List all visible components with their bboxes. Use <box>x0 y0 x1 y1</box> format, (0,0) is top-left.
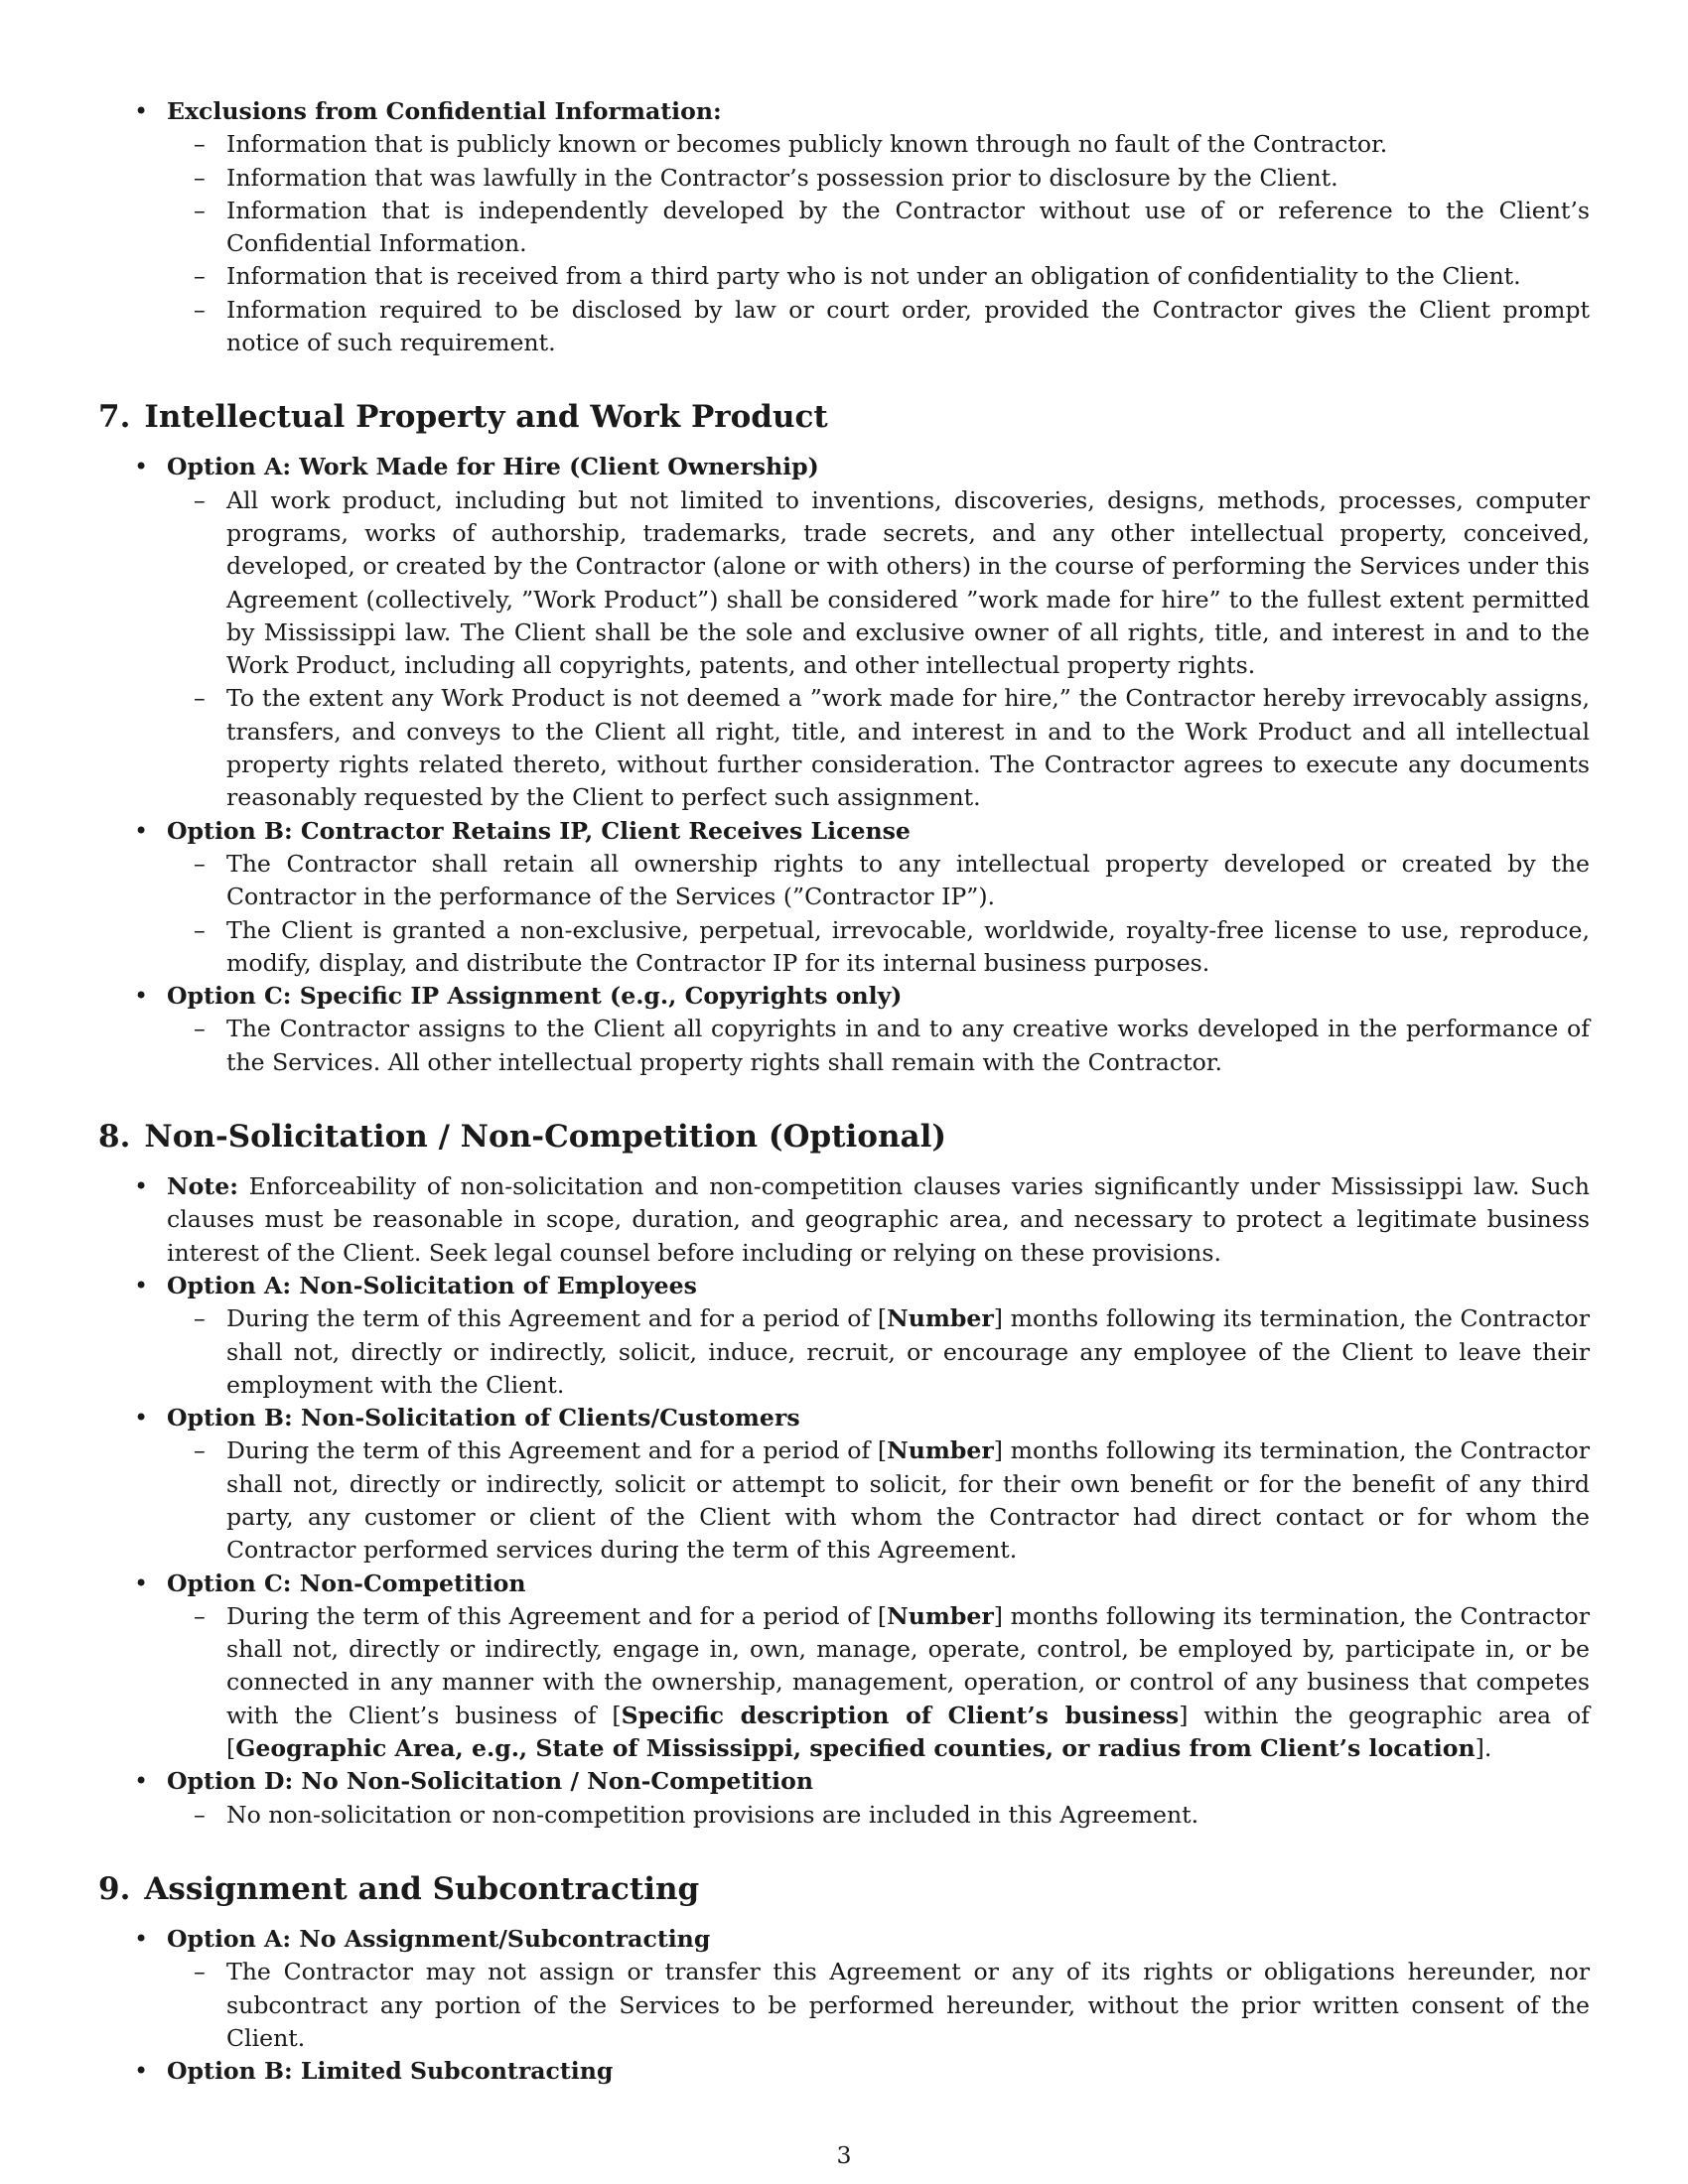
list-item <box>226 1434 1590 1567</box>
option-item <box>167 451 1590 814</box>
list-item: – The Contractor may not assign or transfer this Agreement or any of its rights or obligations hereunder, nor subcontract any portion of the Services to be performed hereunder, without the prior written consent of the Client. <box>226 1956 1590 2055</box>
section-8-heading <box>98 1117 1590 1157</box>
option-label: Option C: Specific IP Assignment (e.g., Copyrights only) <box>167 982 903 1011</box>
option-item <box>167 1923 1590 2055</box>
clause-text: ] within the geographic area of [ <box>226 1701 1590 1763</box>
option-sublist <box>167 484 1590 815</box>
list-item <box>167 95 1590 359</box>
option-label: Option A: Work Made for Hire (Client Ownership) <box>167 453 819 481</box>
exclusions-title: Exclusions from Confidential Information: <box>167 97 722 125</box>
list-item: – All work product, including but not limited to inventions, discoveries, designs, methods, processes, computer programs, works of authorship, trademarks, trade secrets, and any other intellectual property, conceived, developed, or created by the Contractor (alone or with others) in the course of performing the Services under this Agreement (collectively, ”Work Product”) shall be considered ”work made for hire” to the fullest extent permitted by Mississippi law. The Client shall be the sole and exclusive owner of all rights, title, and interest in and to the Work Product, including all copyrights, patents, and other intellectual property rights. <box>226 484 1590 683</box>
document-page <box>100 95 1590 2088</box>
section-7-options <box>100 451 1590 1079</box>
option-sublist <box>167 848 1590 980</box>
clause-text: During the term of this Agreement and for a period of [ <box>226 1601 888 1630</box>
list-item: – The Client is granted a non-exclusive, perpetual, irrevocable, worldwide, royalty-free license to use, reproduce, modify, display, and distribute the Contractor IP for its internal business purposes. <box>226 914 1590 981</box>
option-item <box>167 1402 1590 1567</box>
option-label: Option B: Non-Solicitation of Clients/Customers <box>167 1404 800 1433</box>
option-item <box>167 980 1590 1079</box>
placeholder-business: Specific description of Client’s business <box>621 1701 1180 1729</box>
option-item <box>167 815 1590 980</box>
placeholder-number: Number <box>887 1601 994 1630</box>
clause-text: During the term of this Agreement and for a period of [ <box>226 1304 888 1333</box>
option-sublist <box>167 1799 1590 1832</box>
exclusions-list <box>100 95 1590 359</box>
option-item <box>167 1270 1590 1402</box>
section-7-heading <box>98 397 1590 437</box>
list-item: – Information required to be disclosed by law or court order, provided the Contractor gives the Client prompt notice of such requirement. <box>226 294 1590 360</box>
option-label: Option D: No Non-Solicitation / Non-Competition <box>167 1767 814 1796</box>
option-sublist <box>167 1302 1590 1402</box>
section-9-heading <box>98 1869 1590 1909</box>
note-item <box>167 1170 1590 1270</box>
note-text: Enforceability of non-solicitation and non-competition clauses varies significantly under Mississippi law. Such clauses must be reasonable in scope, duration, and geographic area, and necessary to protect a legitimate business interest of the Client. Seek legal counsel before including or relying on these provisions. <box>167 1172 1590 1267</box>
list-item: – To the extent any Work Product is not deemed a ”work made for hire,” the Contractor hereby irrevocably assigns, transfers, and conveys to the Client all right, title, and interest in and to the Work Product and all intellectual property rights related thereto, without further consideration. The Contractor agrees to execute any documents reasonably requested by the Client to perfect such assignment. <box>226 682 1590 814</box>
list-item: – Information that is received from a third party who is not under an obligation of confidentiality to the Client. <box>226 260 1590 293</box>
note-label: Note: <box>167 1172 238 1201</box>
list-item <box>226 1600 1590 1765</box>
section-number: 9. <box>98 1870 131 1907</box>
option-sublist <box>167 1434 1590 1567</box>
list-item: – The Contractor shall retain all ownership rights to any intellectual property developed or created by the Contractor in the performance of the Services (”Contractor IP”). <box>226 848 1590 914</box>
option-item <box>167 1765 1590 1832</box>
option-label: Option B: Limited Subcontracting <box>167 2057 614 2086</box>
list-item: – Information that was lawfully in the Contractor’s possession prior to disclosure by the Client. <box>226 162 1590 195</box>
section-title: Assignment and Subcontracting <box>144 1870 700 1907</box>
exclusions-sublist <box>167 128 1590 359</box>
option-sublist <box>167 1013 1590 1079</box>
section-title: Intellectual Property and Work Product <box>144 399 828 436</box>
page-number: 3 <box>836 2141 852 2169</box>
option-item <box>167 2055 1590 2088</box>
option-item <box>167 1568 1590 1766</box>
option-label: Option A: No Assignment/Subcontracting <box>167 1924 711 1953</box>
clause-text: ] months following its termination, the Contractor shall not, directly or indirectly, solicit or attempt to solicit, for their own benefit or for the benefit of any third party, any customer or client of the Client with whom the Contractor had direct contact or for whom the Contractor performed services during the term of this Agreement. <box>226 1436 1590 1565</box>
option-sublist <box>167 1956 1590 2055</box>
option-label: Option C: Non-Competition <box>167 1569 526 1597</box>
placeholder-number: Number <box>887 1436 994 1465</box>
list-item: – The Contractor assigns to the Client all copyrights in and to any creative works developed in the performance of the Services. All other intellectual property rights shall remain with the Contractor. <box>226 1013 1590 1079</box>
section-number: 7. <box>98 399 131 436</box>
clause-text: During the term of this Agreement and for a period of [ <box>226 1436 888 1465</box>
placeholder-number: Number <box>887 1304 994 1333</box>
clause-text: ]. <box>1475 1734 1492 1763</box>
section-8-options <box>100 1170 1590 1832</box>
list-item: – Information that is independently developed by the Contractor without use of or reference to the Client’s Confidential Information. <box>226 195 1590 261</box>
list-item: – Information that is publicly known or becomes publicly known through no fault of the Contractor. <box>226 128 1590 161</box>
option-label: Option A: Non-Solicitation of Employees <box>167 1271 697 1299</box>
placeholder-area: Geographic Area, e.g., State of Mississippi, specified counties, or radius from Client’s location <box>235 1734 1476 1763</box>
clause-text: ] months following its termination, the Contractor shall not, directly or indirectly, engage in, own, manage, operate, control, be employed by, participate in, or be connected in any manner with the ownership, management, operation, or control of any business that competes with the Client’s business of [ <box>226 1601 1590 1729</box>
option-label: Option B: Contractor Retains IP, Client Receives License <box>167 816 911 845</box>
list-item <box>226 1302 1590 1402</box>
section-title: Non-Solicitation / Non-Competition (Optional) <box>144 1119 947 1156</box>
section-number: 8. <box>98 1119 131 1156</box>
clause-text: ] months following its termination, the Contractor shall not, directly or indirectly, solicit, induce, recruit, or encourage any employee of the Client to leave their employment with the Client. <box>226 1304 1590 1399</box>
list-item: – No non-solicitation or non-competition provisions are included in this Agreement. <box>226 1799 1590 1832</box>
section-9-options <box>100 1923 1590 2088</box>
option-sublist <box>167 1600 1590 1765</box>
